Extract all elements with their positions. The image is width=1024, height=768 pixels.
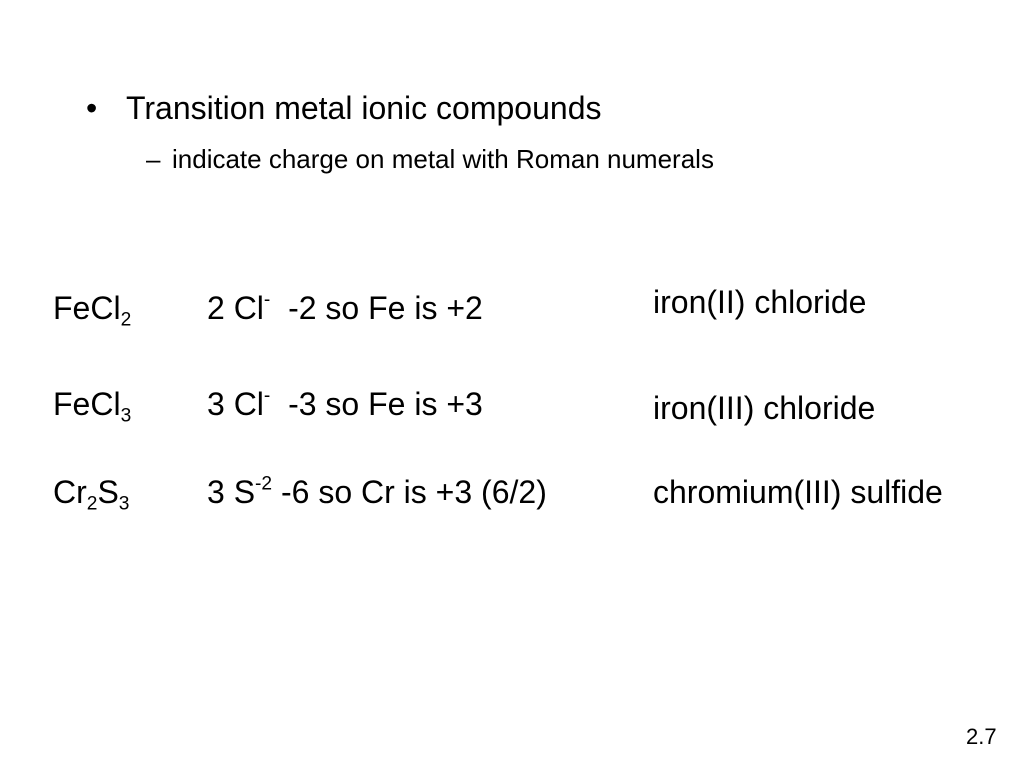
formula-subscript: 3 <box>120 405 132 427</box>
charge-superscript: -2 <box>255 473 273 495</box>
bullet-marker: • <box>86 90 98 126</box>
charge-explanation-fecl2 <box>207 289 483 326</box>
sub-bullet-marker: – <box>146 144 161 174</box>
page-number: 2.7 <box>966 724 997 749</box>
compound-name-fecl2: iron(II) chloride <box>653 284 867 320</box>
formula-cr2s3 <box>53 474 130 515</box>
formula-subscript: 2 <box>86 493 98 515</box>
charge-explanation-cr2s3 <box>207 473 547 510</box>
formula-part: FeCl <box>53 290 121 326</box>
charge-superscript: - <box>263 385 271 407</box>
charge-text: -3 so Fe is +3 <box>270 386 483 422</box>
bullet-text: Transition metal ionic compounds <box>126 90 602 126</box>
formula-part: FeCl <box>53 386 121 422</box>
charge-text: -2 so Fe is +2 <box>270 290 483 326</box>
formula-fecl2 <box>53 290 132 331</box>
formula-part: Cr <box>53 474 87 510</box>
sub-bullet-text: indicate charge on metal with Roman numerals <box>172 144 714 174</box>
formula-fecl3 <box>53 386 132 427</box>
formula-part: S <box>97 474 119 510</box>
formula-subscript: 2 <box>120 309 132 331</box>
charge-explanation-fecl3 <box>207 385 483 422</box>
charge-ion: 3 Cl <box>207 386 264 422</box>
charge-ion: 2 Cl <box>207 290 264 326</box>
charge-ion: 3 S <box>207 474 256 510</box>
charge-text: -6 so Cr is +3 (6/2) <box>272 474 547 510</box>
compound-name-fecl3: iron(III) chloride <box>653 390 876 426</box>
charge-superscript: - <box>263 289 271 311</box>
formula-subscript: 3 <box>118 493 130 515</box>
compound-name-cr2s3: chromium(III) sulfide <box>653 474 943 510</box>
